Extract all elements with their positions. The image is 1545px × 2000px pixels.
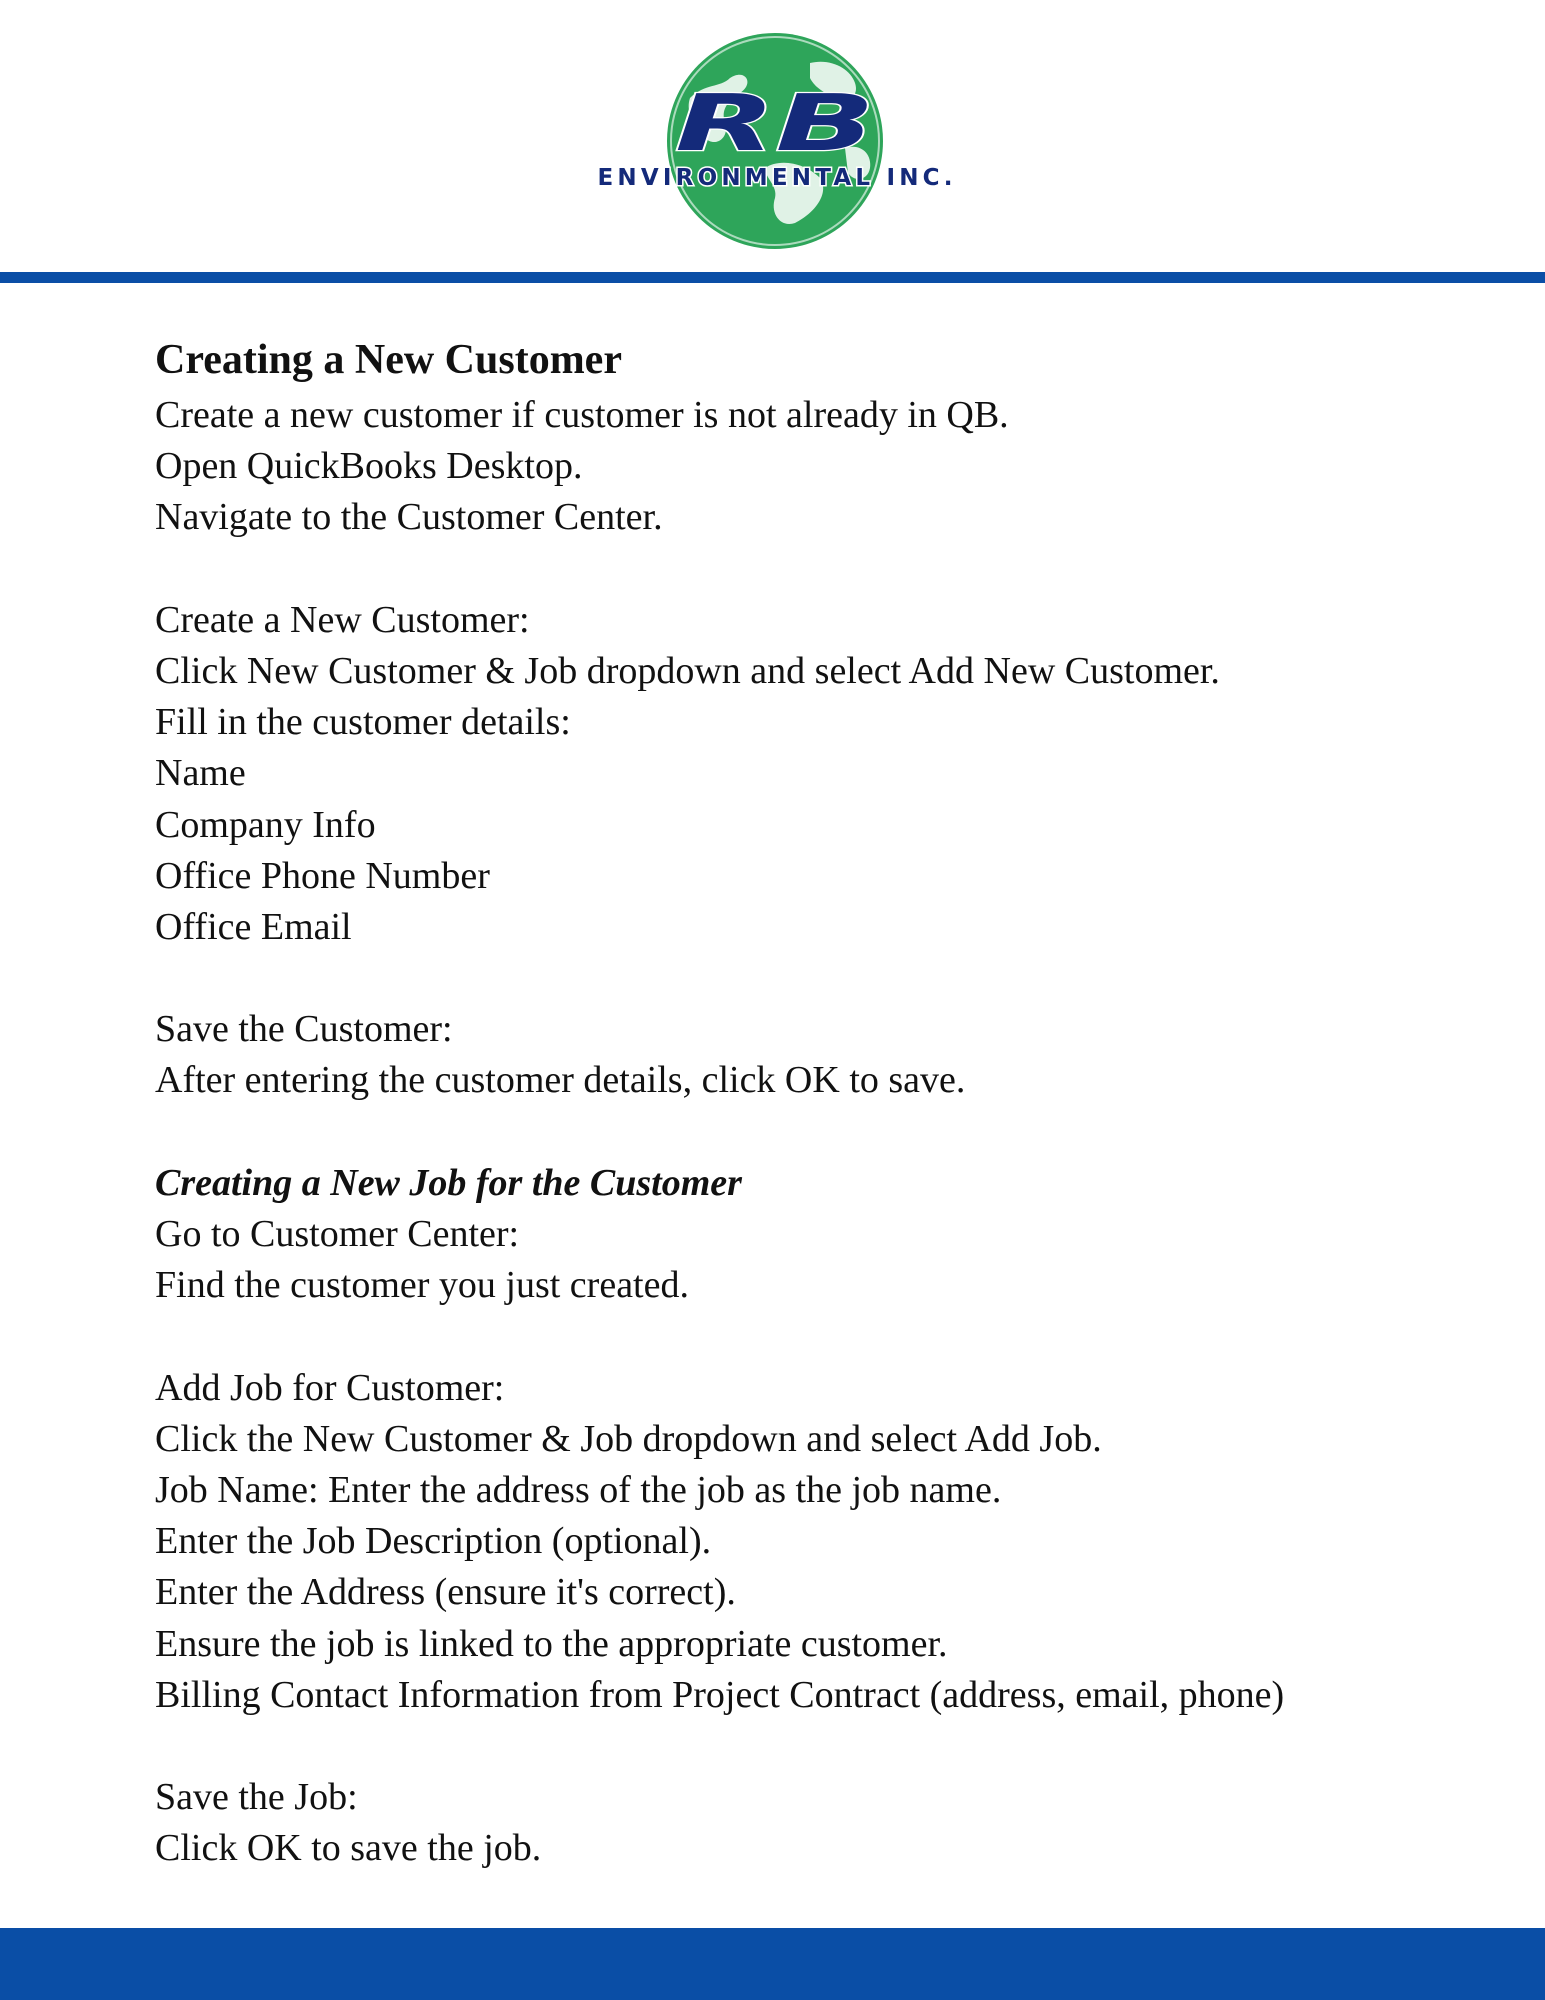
instruction-line: Click OK to save the job. xyxy=(155,1827,542,1870)
spacer xyxy=(155,1721,1415,1772)
intro-line: Open QuickBooks Desktop. xyxy=(155,445,583,488)
instruction-line: Enter the Address (ensure it's correct). xyxy=(155,1571,736,1614)
instruction-line: Find the customer you just created. xyxy=(155,1264,689,1307)
job-section-title: Creating a New Job for the Customer xyxy=(155,1161,742,1204)
instruction-line: Job Name: Enter the address of the job as the job name. xyxy=(155,1468,1002,1511)
section-heading: Create a New Customer: xyxy=(155,598,530,641)
instruction-line: Ensure the job is linked to the appropriate customer. xyxy=(155,1622,948,1665)
spacer xyxy=(155,953,1415,1004)
logo-company-name: ENVIRONMENTAL INC. xyxy=(597,165,953,191)
page-footer-bar xyxy=(0,1928,1545,2000)
instruction-line: Fill in the customer details: xyxy=(155,701,571,744)
instruction-line: Click New Customer & Job dropdown and select Add New Customer. xyxy=(155,649,1220,692)
section-heading: Save the Job: xyxy=(155,1776,358,1819)
detail-item: Office Email xyxy=(155,905,352,948)
spacer xyxy=(155,1107,1415,1158)
instruction-line: After entering the customer details, click OK to save. xyxy=(155,1059,966,1102)
section-heading: Save the Customer: xyxy=(155,1008,453,1051)
spacer xyxy=(155,544,1415,595)
document-body xyxy=(155,330,1415,1874)
logo-mark: RB xyxy=(675,79,875,169)
intro-line: Create a new customer if customer is not already in QB. xyxy=(155,394,1009,436)
instruction-line: Billing Contact Information from Project Contract (address, email, phone) xyxy=(155,1673,1285,1716)
page-title: Creating a New Customer xyxy=(155,337,622,383)
detail-item: Office Phone Number xyxy=(155,854,490,897)
detail-item: Name xyxy=(155,752,246,795)
company-logo xyxy=(580,28,980,258)
page-header xyxy=(0,0,1545,272)
intro-line: Navigate to the Customer Center. xyxy=(155,496,663,539)
instruction-line: Click the New Customer & Job dropdown and select Add Job. xyxy=(155,1417,1102,1460)
section-heading: Go to Customer Center: xyxy=(155,1213,520,1255)
instruction-line: Enter the Job Description (optional). xyxy=(155,1520,712,1563)
detail-item: Company Info xyxy=(155,803,376,846)
header-divider xyxy=(0,272,1545,283)
spacer xyxy=(155,1311,1415,1362)
section-heading: Add Job for Customer: xyxy=(155,1366,505,1409)
